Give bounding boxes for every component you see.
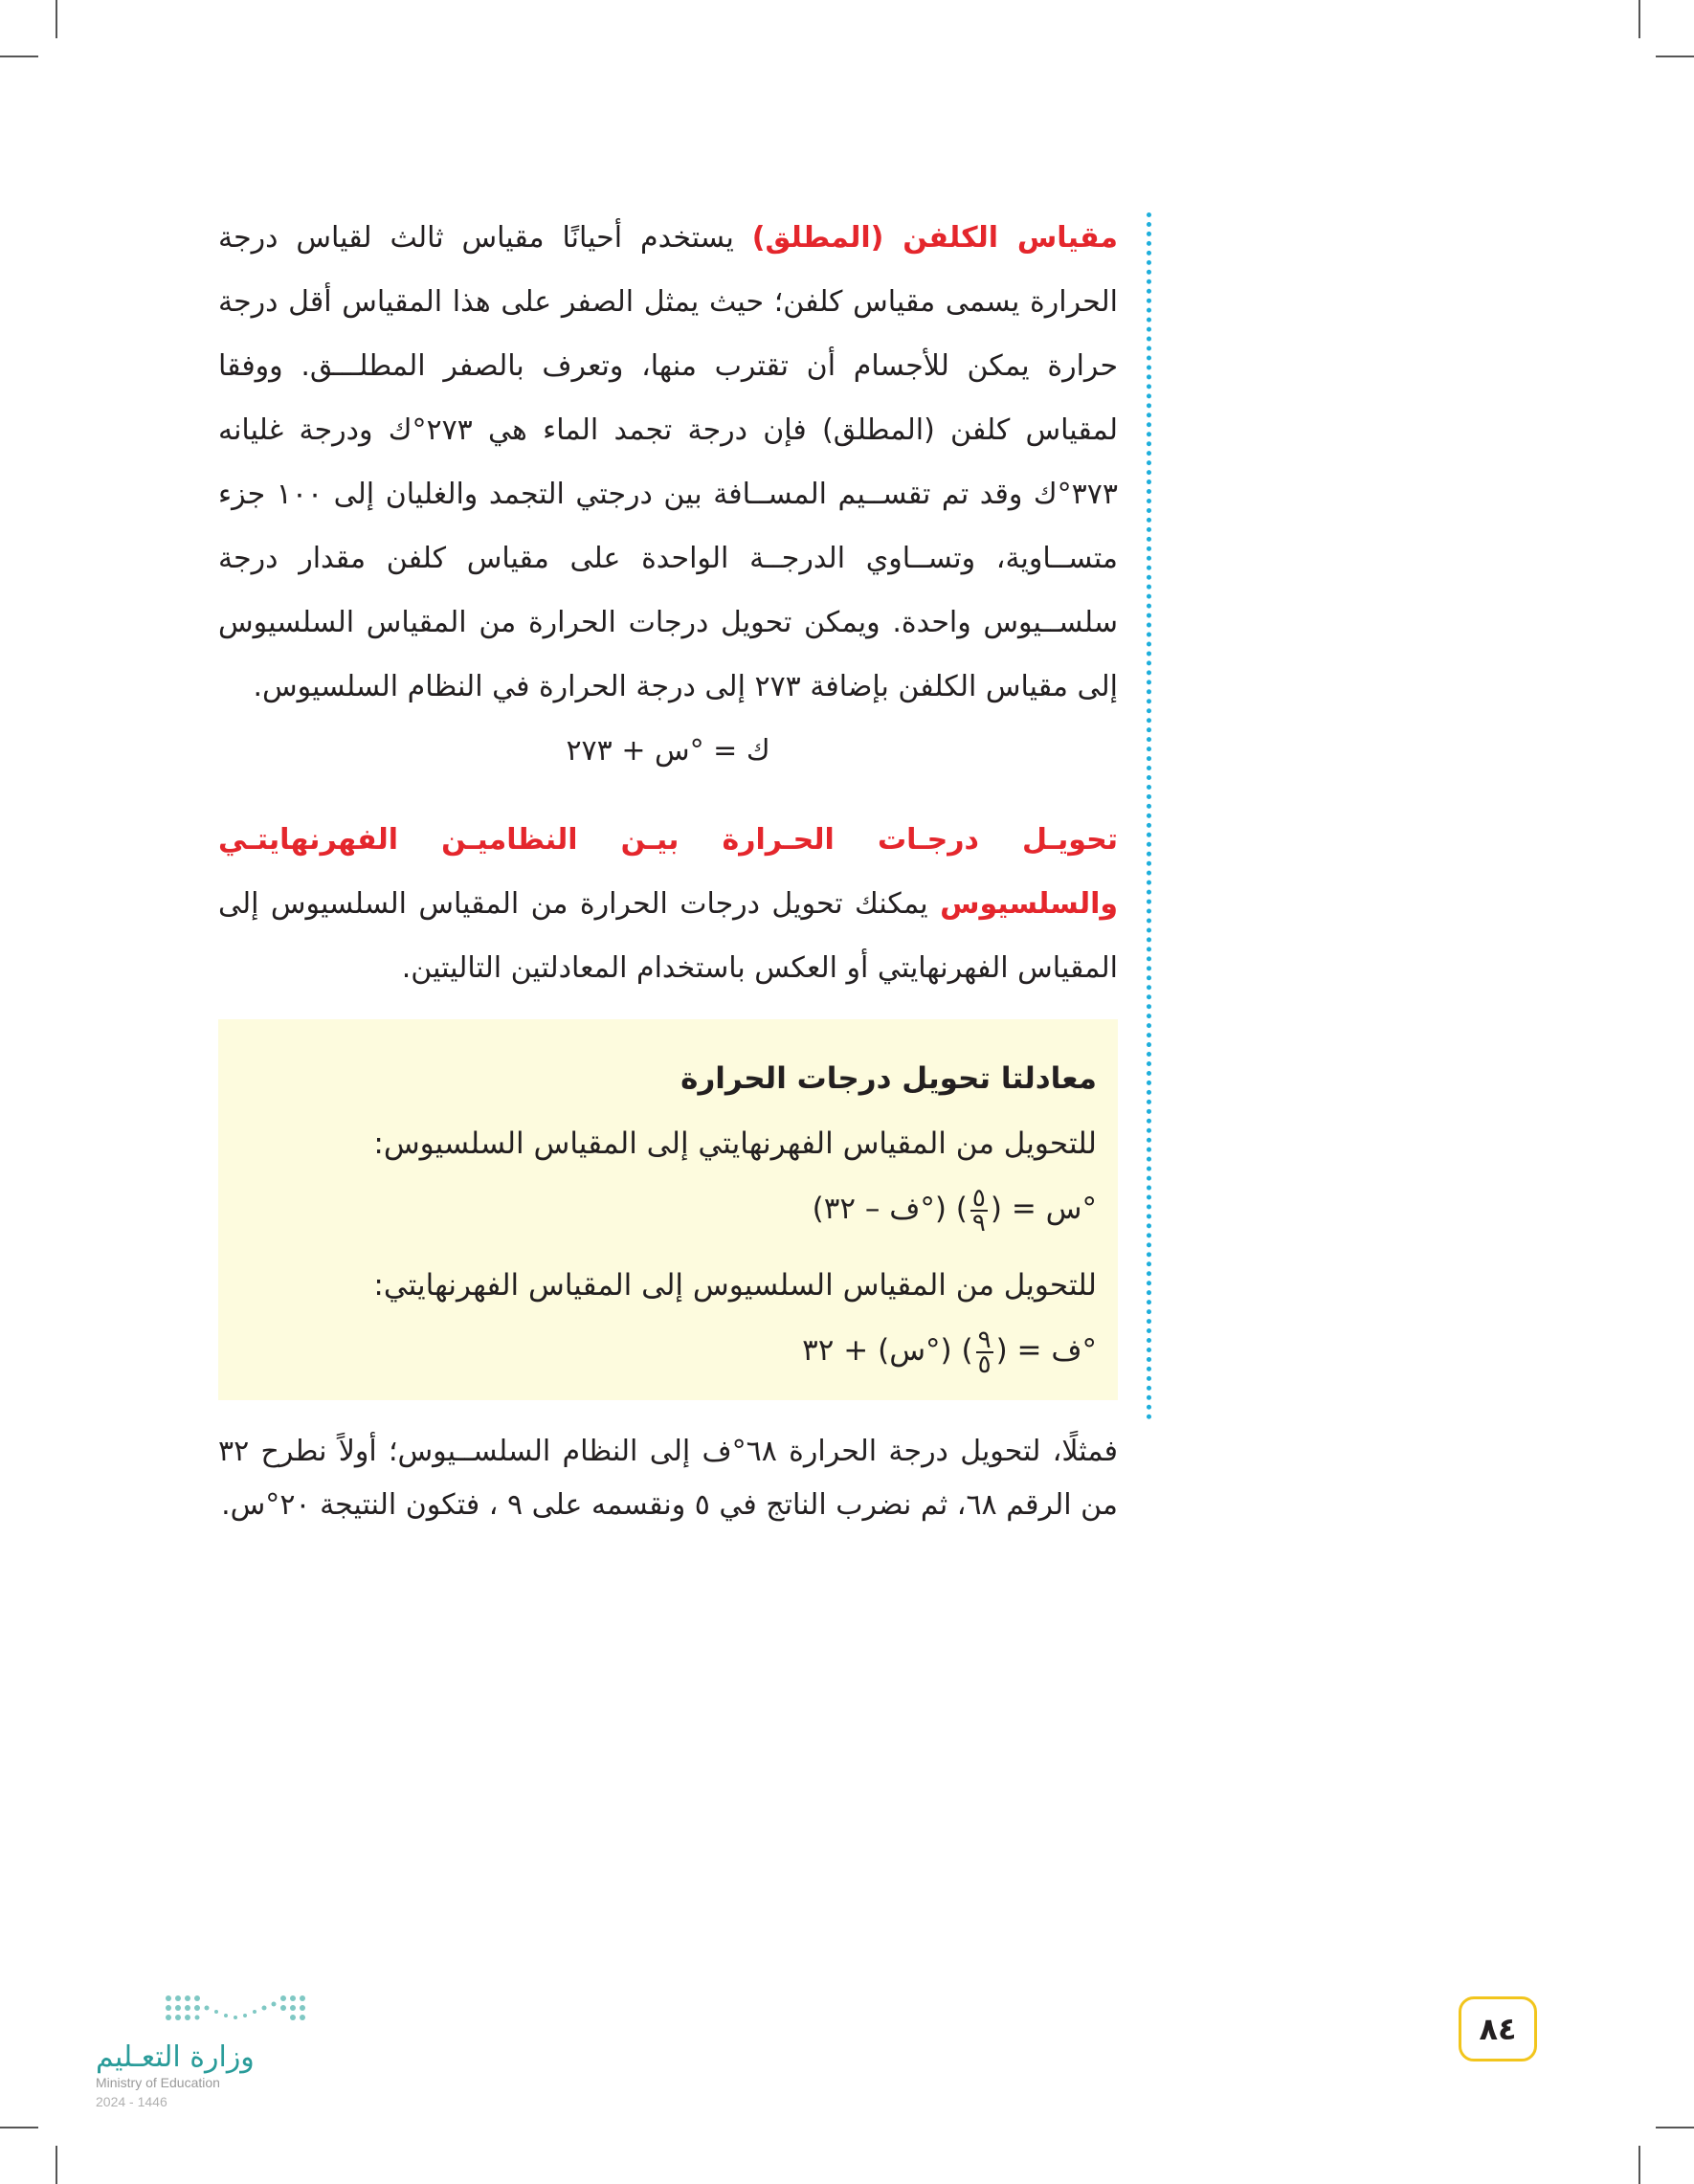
example-paragraph: فمثلًا، لتحويل درجة الحرارة ٦٨°ف إلى النظام السلســيوس؛ أولاً نطرح ٣٢ من الرقم ٦٨، ثم نضرب الناتج في ٥ ونقسمه على ٩ ، فتكون النتيجة ٢٠°س.: [218, 1435, 1118, 1522]
kelvin-heading: مقياس الكلفن (المطلق): [751, 221, 1118, 255]
f-to-c-label: للتحويل من المقياس الفهرنهايتي إلى المقياس السلسيوس:: [373, 1126, 1097, 1161]
eq1-numerator: ٥: [971, 1183, 986, 1213]
ministry-logo: [94, 1987, 323, 2111]
f-to-c-equation: [239, 1176, 1097, 1241]
eq2-left: °ف = (: [995, 1333, 1097, 1368]
margin-dotted-line: [1147, 212, 1151, 1420]
conversion-paragraph: [218, 808, 1118, 1000]
ministry-english-name: Ministry of Education: [96, 2075, 220, 2090]
kelvin-body: يستخدم أحيانًا مقياس ثالث لقياس درجة الحرارة يسمى مقياس كلفن؛ حيث يمثل الصفر على هذا المقياس أقل درجة حرارة يمكن للأجسام أن تقترب منها، وتعرف بالصفر المطلـــق. ووفقا لمقياس كلفن (المطلق) فإن درجة تجمد الماء هي ٢٧٣°ك ودرجة غليانه ٣٧٣°ك وقد تم تقســيم المســافة بين درجتي التجمد والغليان إلى ١٠٠ جزء متســاوية، وتســاوي الدرجــة الواحدة على مقياس كلفن مقدار درجة سلســيوس واحدة. ويمكن تحويل درجات الحرارة من المقياس السلسيوس إلى مقياس الكلفن بإضافة ٢٧٣ إلى درجة الحرارة في النظام السلسيوس.: [218, 221, 1118, 703]
conversion-body: يمكنك تحويل درجات الحرارة من المقياس السلسيوس إلى المقياس الفهرنهايتي أو العكس باستخدام المعادلتين التاليتين.: [218, 887, 1118, 985]
equations-box: [218, 1019, 1118, 1400]
eq1-denominator: ٩: [971, 1208, 986, 1237]
eq2-fraction: [976, 1325, 993, 1379]
crop-mark: [0, 2127, 38, 2128]
dots-logo-icon: [163, 1991, 316, 2039]
conversion-heading: تحويـل درجـات الحـرارة بيـن النظاميـن الفهرنهايتـي والسلسيوس: [218, 823, 1119, 921]
crop-mark: [1656, 56, 1694, 57]
eq2-numerator: ٩: [977, 1325, 992, 1354]
kelvin-equation: ك = °س + ٢٧٣: [566, 734, 770, 768]
kelvin-paragraph: [218, 206, 1118, 719]
page-number: ٨٤: [1459, 1996, 1537, 2061]
crop-mark: [56, 2146, 57, 2184]
ministry-year: 2024 - 1446: [96, 2094, 167, 2109]
eq2-denominator: ٥: [977, 1349, 992, 1379]
main-content: [218, 206, 1118, 1532]
eq2-right: ) (°س) + ٣٢: [802, 1333, 973, 1368]
crop-mark: [56, 0, 57, 38]
c-to-f-equation: [239, 1318, 1097, 1383]
eq1-left: °س = (: [990, 1192, 1097, 1226]
eq1-fraction: [970, 1183, 988, 1237]
crop-mark: [1638, 0, 1640, 38]
crop-mark: [0, 56, 38, 57]
equations-box-title: معادلتا تحويل درجات الحرارة: [680, 1061, 1097, 1096]
c-to-f-label: للتحويل من المقياس السلسيوس إلى المقياس الفهرنهايتي:: [373, 1268, 1097, 1303]
eq1-right: ) (°ف – ٣٢): [812, 1192, 968, 1226]
ministry-arabic-name: وزارة التعـليم: [96, 2040, 255, 2074]
crop-mark: [1656, 2127, 1694, 2128]
crop-mark: [1638, 2146, 1640, 2184]
